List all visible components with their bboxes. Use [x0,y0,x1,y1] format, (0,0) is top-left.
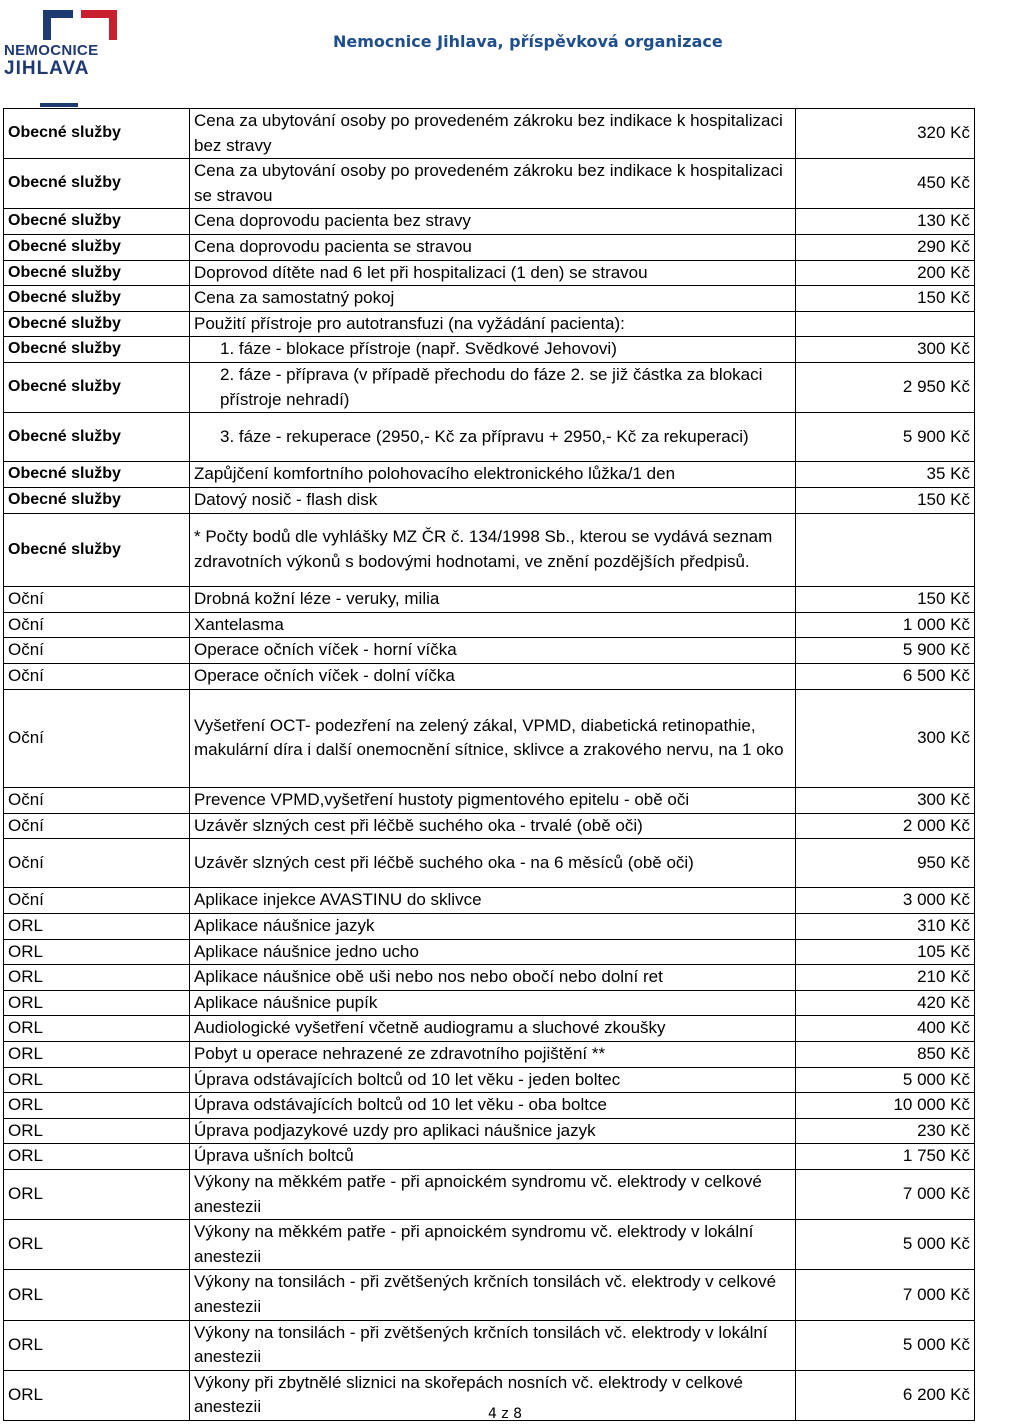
department-cell: Obecné služby [4,159,190,209]
table-row [4,813,975,839]
department-cell: Obecné služby [4,487,190,513]
department-cell: Oční [4,689,190,787]
description-cell: 3. fáze - rekuperace (2950,- Kč za přípravu + 2950,- Kč za rekuperaci) [190,413,796,462]
description-cell: Cena doprovodu pacienta se stravou [190,234,796,260]
description-cell: Výkony na tonsilách - při zvětšených krčních tonsilách vč. elektrody v celkové anestezii [190,1270,796,1320]
description-cell: Aplikace náušnice jazyk [190,914,796,940]
department-cell: Obecné služby [4,413,190,462]
department-cell: Oční [4,839,190,888]
table-row [4,612,975,638]
description-cell: Zapůjčení komfortního polohovacího elektronického lůžka/1 den [190,462,796,488]
description-cell: Xantelasma [190,612,796,638]
price-cell: 420 Kč [796,990,975,1016]
price-table [3,108,975,1421]
hospital-logo [2,2,122,82]
price-cell: 230 Kč [796,1118,975,1144]
logo-text-line2: JIHLAVA [4,58,90,79]
department-cell: ORL [4,1067,190,1093]
price-cell: 35 Kč [796,462,975,488]
price-cell: 5 900 Kč [796,638,975,664]
table-row [4,1118,975,1144]
department-cell: Oční [4,638,190,664]
description-cell: Aplikace náušnice obě uši nebo nos nebo obočí nebo dolní ret [190,965,796,991]
department-cell: ORL [4,1042,190,1068]
table-row [4,888,975,914]
department-cell: Obecné služby [4,209,190,235]
price-table-body [4,109,975,1421]
description-cell: Použití přístroje pro autotransfuzi (na vyžádání pacienta): [190,311,796,337]
department-cell: ORL [4,1016,190,1042]
price-cell: 290 Kč [796,234,975,260]
table-row [4,462,975,488]
department-cell: ORL [4,939,190,965]
table-row [4,1320,975,1370]
description-cell: Aplikace injekce AVASTINU do sklivce [190,888,796,914]
price-cell: 5 900 Kč [796,413,975,462]
table-row [4,965,975,991]
department-cell: Oční [4,664,190,690]
table-row [4,1016,975,1042]
department-cell: ORL [4,1169,190,1219]
department-cell: Obecné služby [4,234,190,260]
header-marker [40,103,78,107]
department-cell: Oční [4,788,190,814]
description-cell: 2. fáze - příprava (v případě přechodu do fáze 2. se již částka za blokaci přístroje nehradí) [190,362,796,412]
price-cell: 6 500 Kč [796,664,975,690]
description-cell: Datový nosič - flash disk [190,487,796,513]
department-cell: ORL [4,1320,190,1370]
department-cell: Oční [4,888,190,914]
price-cell: 150 Kč [796,587,975,613]
price-cell: 5 000 Kč [796,1220,975,1270]
department-cell: ORL [4,1093,190,1119]
department-cell: Obecné služby [4,513,190,587]
table-row [4,260,975,286]
table-row [4,638,975,664]
department-cell: Obecné služby [4,337,190,363]
price-cell: 210 Kč [796,965,975,991]
price-cell: 200 Kč [796,260,975,286]
description-cell: Cena doprovodu pacienta bez stravy [190,209,796,235]
logo-roof-icon [41,4,119,42]
description-cell: Drobná kožní léze - veruky, milia [190,587,796,613]
department-cell: Obecné služby [4,109,190,159]
table-row [4,914,975,940]
price-cell: 6 200 Kč [796,1370,975,1420]
department-cell: Obecné služby [4,286,190,312]
organization-name: Nemocnice Jihlava, příspěvková organizace [333,32,723,51]
description-cell: Cena za ubytování osoby po provedeném zákroku bez indikace k hospitalizaci bez stravy [190,109,796,159]
table-row [4,311,975,337]
price-cell: 7 000 Kč [796,1169,975,1219]
description-cell: Úprava podjazykové uzdy pro aplikaci náušnice jazyk [190,1118,796,1144]
table-row [4,413,975,462]
department-cell: ORL [4,965,190,991]
table-row [4,286,975,312]
description-cell: Výkony na tonsilách - při zvětšených krčních tonsilách vč. elektrody v lokální anestezii [190,1320,796,1370]
price-cell: 1 750 Kč [796,1144,975,1170]
price-cell: 300 Kč [796,689,975,787]
description-cell: Pobyt u operace nehrazené ze zdravotního pojištění ** [190,1042,796,1068]
description-cell: Úprava odstávajících boltců od 10 let věku - jeden boltec [190,1067,796,1093]
table-row [4,839,975,888]
price-cell: 310 Kč [796,914,975,940]
price-cell: 2 950 Kč [796,362,975,412]
description-cell: Operace očních víček - dolní víčka [190,664,796,690]
description-cell: Výkony na měkkém patře - při apnoickém syndromu vč. elektrody v lokální anestezii [190,1220,796,1270]
department-cell: ORL [4,1144,190,1170]
table-row [4,788,975,814]
department-cell: ORL [4,1118,190,1144]
table-row [4,689,975,787]
table-row [4,487,975,513]
description-cell: Cena za samostatný pokoj [190,286,796,312]
price-cell: 1 000 Kč [796,612,975,638]
description-cell: Uzávěr slzných cest při léčbě suchého oka - trvalé (obě oči) [190,813,796,839]
price-cell: 105 Kč [796,939,975,965]
price-cell: 850 Kč [796,1042,975,1068]
price-cell: 10 000 Kč [796,1093,975,1119]
description-cell: Úprava ušních boltců [190,1144,796,1170]
price-cell: 320 Kč [796,109,975,159]
table-row [4,1093,975,1119]
price-cell: 150 Kč [796,487,975,513]
price-cell: 130 Kč [796,209,975,235]
table-row [4,337,975,363]
description-cell: Uzávěr slzných cest při léčbě suchého oka - na 6 měsíců (obě oči) [190,839,796,888]
description-cell: Aplikace náušnice jedno ucho [190,939,796,965]
description-cell: Operace očních víček - horní víčka [190,638,796,664]
table-row [4,1270,975,1320]
table-row [4,109,975,159]
page-header [0,0,960,100]
table-row [4,939,975,965]
description-cell: Aplikace náušnice pupík [190,990,796,1016]
table-row [4,1144,975,1170]
department-cell: ORL [4,914,190,940]
price-cell: 450 Kč [796,159,975,209]
price-cell [796,311,975,337]
table-row [4,159,975,209]
department-cell: Oční [4,587,190,613]
price-cell: 300 Kč [796,337,975,363]
table-row [4,234,975,260]
price-cell: 7 000 Kč [796,1270,975,1320]
table-row [4,990,975,1016]
department-cell: ORL [4,1220,190,1270]
description-cell: Výkony při zbytnělé sliznici na skořepách nosních vč. elektrody v celkové anestezii [190,1370,796,1420]
department-cell: ORL [4,990,190,1016]
price-cell: 400 Kč [796,1016,975,1042]
table-row [4,513,975,587]
description-cell: Vyšetření OCT- podezření na zelený zákal, VPMD, diabetická retinopathie, makulární díra i další onemocnění sítnice, sklivce a zrakového nervu, na 1 oko [190,689,796,787]
price-cell [796,513,975,587]
description-cell: * Počty bodů dle vyhlášky MZ ČR č. 134/1998 Sb., kterou se vydává seznam zdravotních výkonů s bodovými hodnotami, ve znění pozdějších předpisů. [190,513,796,587]
description-cell: Výkony na měkkém patře - při apnoickém syndromu vč. elektrody v celkové anestezii [190,1169,796,1219]
table-row [4,664,975,690]
table-row [4,1042,975,1068]
table-row [4,1067,975,1093]
table-row [4,587,975,613]
table-row [4,1169,975,1219]
department-cell: Obecné služby [4,362,190,412]
department-cell: Oční [4,813,190,839]
price-cell: 2 000 Kč [796,813,975,839]
description-cell: Prevence VPMD,vyšetření hustoty pigmentového epitelu - obě oči [190,788,796,814]
price-cell: 5 000 Kč [796,1067,975,1093]
price-cell: 3 000 Kč [796,888,975,914]
description-cell: 1. fáze - blokace přístroje (např. Svědkové Jehovovi) [190,337,796,363]
department-cell: ORL [4,1270,190,1320]
description-cell: Audiologické vyšetření včetně audiogramu a sluchové zkoušky [190,1016,796,1042]
description-cell: Úprava odstávajících boltců od 10 let věku - oba boltce [190,1093,796,1119]
table-row [4,209,975,235]
department-cell: ORL [4,1370,190,1420]
department-cell: Oční [4,612,190,638]
logo-text-line1: NEMOCNICE [4,42,99,59]
description-cell: Cena za ubytování osoby po provedeném zákroku bez indikace k hospitalizaci se stravou [190,159,796,209]
description-cell: Doprovod dítěte nad 6 let při hospitalizaci (1 den) se stravou [190,260,796,286]
table-row [4,1220,975,1270]
price-cell: 950 Kč [796,839,975,888]
table-row [4,362,975,412]
page-number: 4 z 8 [487,1406,523,1422]
department-cell: Obecné služby [4,462,190,488]
department-cell: Obecné služby [4,311,190,337]
price-cell: 5 000 Kč [796,1320,975,1370]
price-cell: 150 Kč [796,286,975,312]
department-cell: Obecné služby [4,260,190,286]
price-cell: 300 Kč [796,788,975,814]
